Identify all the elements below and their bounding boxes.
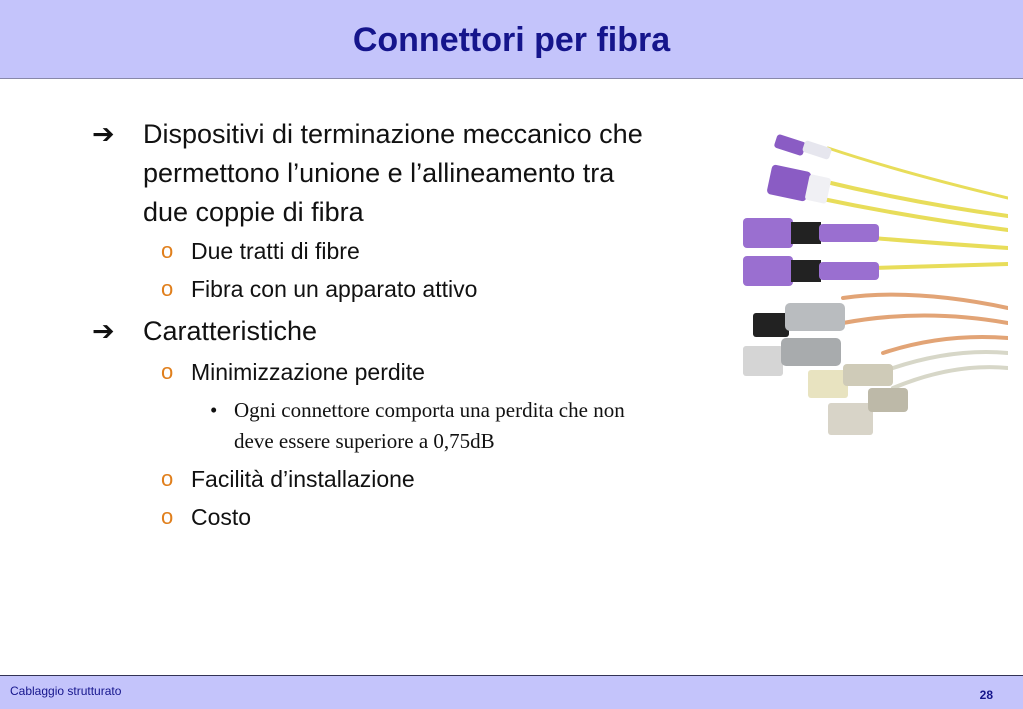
arrow-bullet-icon: ➔ <box>92 119 115 149</box>
sub-bullet-text: Costo <box>191 504 252 530</box>
sub3-line: deve essere superiore a 0,75dB <box>234 429 495 453</box>
slide-footer <box>0 675 1023 709</box>
sub-bullet-text: Due tratti di fibre <box>191 238 360 264</box>
slide-title: Connettori per fibra <box>352 21 671 59</box>
sub-bullet-text: Fibra con un apparato attivo <box>191 276 478 302</box>
slide-header <box>0 0 1023 79</box>
bullet-line: Dispositivi di terminazione meccanico che <box>143 119 643 149</box>
sub3-line: Ogni connettore comporta una perdita che non <box>234 398 625 422</box>
dot-bullet-icon: • <box>210 398 218 422</box>
footer-course-title: Cablaggio strutturato <box>10 684 122 698</box>
bullet-line: Caratteristiche <box>143 316 318 346</box>
sub-bullet-icon: o <box>161 504 174 529</box>
bullet-line: permettono l’unione e l’allineamento tra <box>143 158 615 188</box>
arrow-bullet-icon: ➔ <box>92 316 115 346</box>
sub-bullet-text: Minimizzazione perdite <box>191 359 425 385</box>
fiber-connectors-image <box>733 118 1008 463</box>
sub-bullet-text: Facilità d’installazione <box>191 466 415 492</box>
sub-bullet-icon: o <box>161 238 174 263</box>
sub-bullet-icon: o <box>161 276 174 301</box>
sub-bullet-icon: o <box>161 466 174 491</box>
page-number: 28 <box>979 688 993 702</box>
sub-bullet-icon: o <box>161 359 174 384</box>
bullet-line: due coppie di fibra <box>143 197 364 227</box>
